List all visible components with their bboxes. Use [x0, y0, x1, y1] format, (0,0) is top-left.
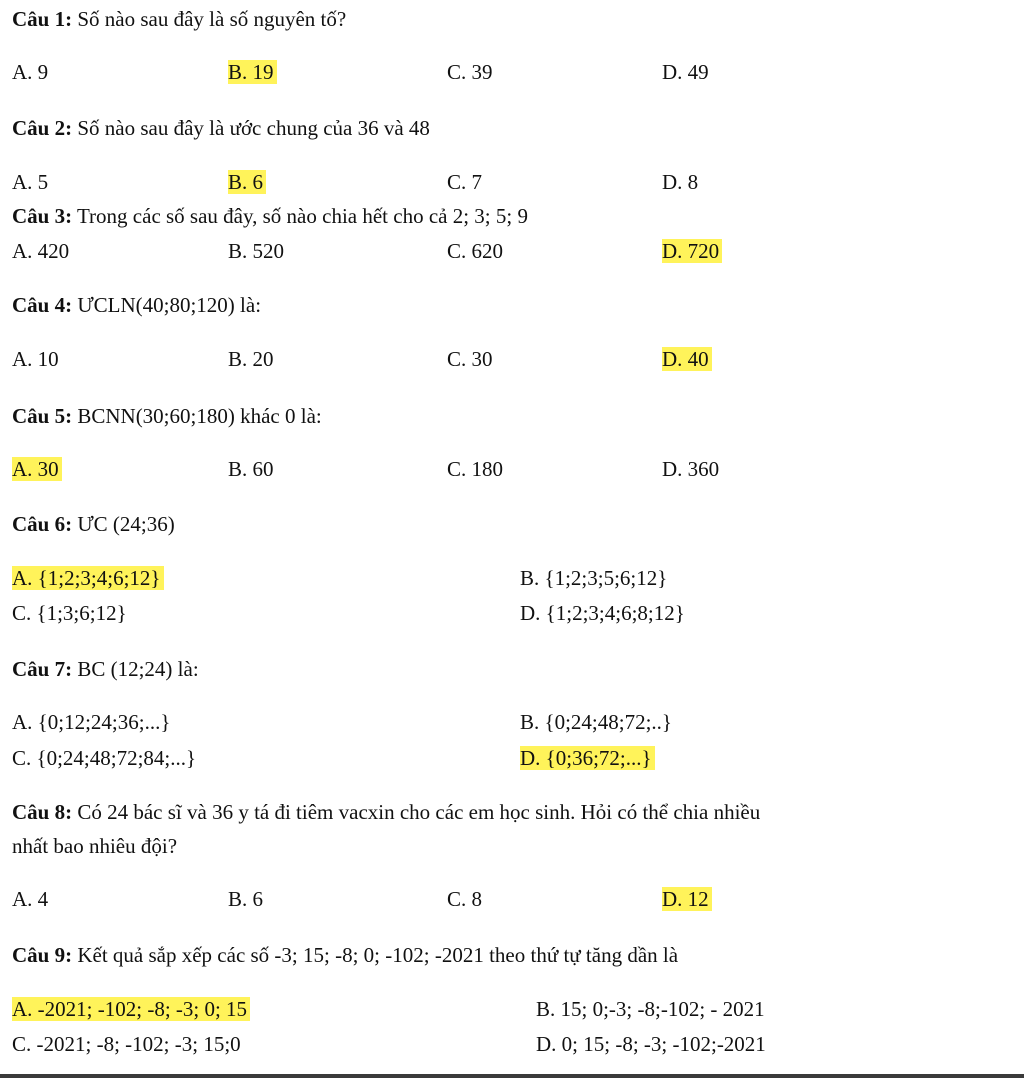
option-7d — [520, 745, 655, 771]
question-text: Kết quả sắp xếp các số -3; 15; -8; 0; -102; -2021 theo thứ tự tăng dần là — [72, 943, 679, 967]
question-9 — [12, 942, 678, 968]
answer-highlight: A. {1;2;3;4;6;12} — [12, 566, 164, 590]
option-7a: A. {0;12;24;36;...} — [12, 710, 171, 734]
option-8c: C. 8 — [447, 887, 483, 911]
question-label: Câu 4: — [12, 293, 73, 317]
answer-highlight: D. 40 — [662, 347, 712, 371]
option-8b: B. 6 — [228, 887, 264, 911]
question-label: Câu 1: — [12, 7, 73, 31]
question-text: Trong các số sau đây, số nào chia hết cho cả 2; 3; 5; 9 — [72, 204, 528, 228]
question-text: Số nào sau đây là số nguyên tố? — [72, 7, 347, 31]
question-text: ƯC (24;36) — [72, 512, 175, 536]
bottom-border — [0, 1074, 1024, 1078]
question-label: Câu 2: — [12, 116, 73, 140]
answer-highlight: D. 720 — [662, 239, 722, 263]
option-5c: C. 180 — [447, 457, 504, 481]
option-4a: A. 10 — [12, 347, 59, 371]
answer-highlight: D. {0;36;72;...} — [520, 746, 655, 770]
question-text: BCNN(30;60;180) khác 0 là: — [72, 404, 322, 428]
answer-highlight: A. 30 — [12, 457, 62, 481]
option-6b: B. {1;2;3;5;6;12} — [520, 566, 668, 590]
question-label: Câu 6: — [12, 512, 73, 536]
question-8 — [12, 799, 760, 825]
option-5a — [12, 456, 62, 482]
question-label: Câu 8: — [12, 800, 73, 824]
option-8d — [662, 886, 712, 912]
option-9c: C. -2021; -8; -102; -3; 15;0 — [12, 1032, 241, 1056]
question-1 — [12, 6, 346, 32]
question-text: Có 24 bác sĩ và 36 y tá đi tiêm vacxin cho các em học sinh. Hỏi có thể chia nhiều — [72, 800, 761, 824]
option-7b: B. {0;24;48;72;..} — [520, 710, 673, 734]
option-2a: A. 5 — [12, 170, 49, 194]
answer-highlight: D. 12 — [662, 887, 712, 911]
option-9a — [12, 996, 250, 1022]
answer-highlight: B. 6 — [228, 170, 266, 194]
question-6 — [12, 511, 175, 537]
question-text: Số nào sau đây là ước chung của 36 và 48 — [72, 116, 430, 140]
option-2d: D. 8 — [662, 170, 699, 194]
option-3a: A. 420 — [12, 239, 70, 263]
option-3b: B. 520 — [228, 239, 285, 263]
option-1a: A. 9 — [12, 60, 49, 84]
option-4b: B. 20 — [228, 347, 274, 371]
option-2c: C. 7 — [447, 170, 483, 194]
option-6a — [12, 565, 164, 591]
question-label: Câu 3: — [12, 204, 73, 228]
question-5 — [12, 403, 322, 429]
question-7 — [12, 656, 199, 682]
option-7c: C. {0;24;48;72;84;...} — [12, 746, 197, 770]
question-3 — [12, 203, 528, 229]
option-2b — [228, 169, 266, 195]
question-text: ƯCLN(40;80;120) là: — [72, 293, 262, 317]
option-1d: D. 49 — [662, 60, 709, 84]
question-label: Câu 9: — [12, 943, 73, 967]
question-text: BC (12;24) là: — [72, 657, 199, 681]
question-label: Câu 5: — [12, 404, 73, 428]
option-6c: C. {1;3;6;12} — [12, 601, 127, 625]
option-1b — [228, 59, 277, 85]
question-4 — [12, 292, 261, 318]
question-label: Câu 7: — [12, 657, 73, 681]
option-6d: D. {1;2;3;4;6;8;12} — [520, 601, 685, 625]
option-3c: C. 620 — [447, 239, 504, 263]
option-1c: C. 39 — [447, 60, 493, 84]
option-5b: B. 60 — [228, 457, 274, 481]
question-2 — [12, 115, 430, 141]
question-8-continued: nhất bao nhiêu đội? — [12, 834, 178, 858]
option-5d: D. 360 — [662, 457, 720, 481]
option-3d — [662, 238, 722, 264]
option-9d: D. 0; 15; -8; -3; -102;-2021 — [536, 1032, 766, 1056]
answer-highlight: B. 19 — [228, 60, 277, 84]
answer-highlight: A. -2021; -102; -8; -3; 0; 15 — [12, 997, 250, 1021]
option-4d — [662, 346, 712, 372]
option-8a: A. 4 — [12, 887, 49, 911]
option-9b: B. 15; 0;-3; -8;-102; - 2021 — [536, 997, 765, 1021]
option-4c: C. 30 — [447, 347, 493, 371]
